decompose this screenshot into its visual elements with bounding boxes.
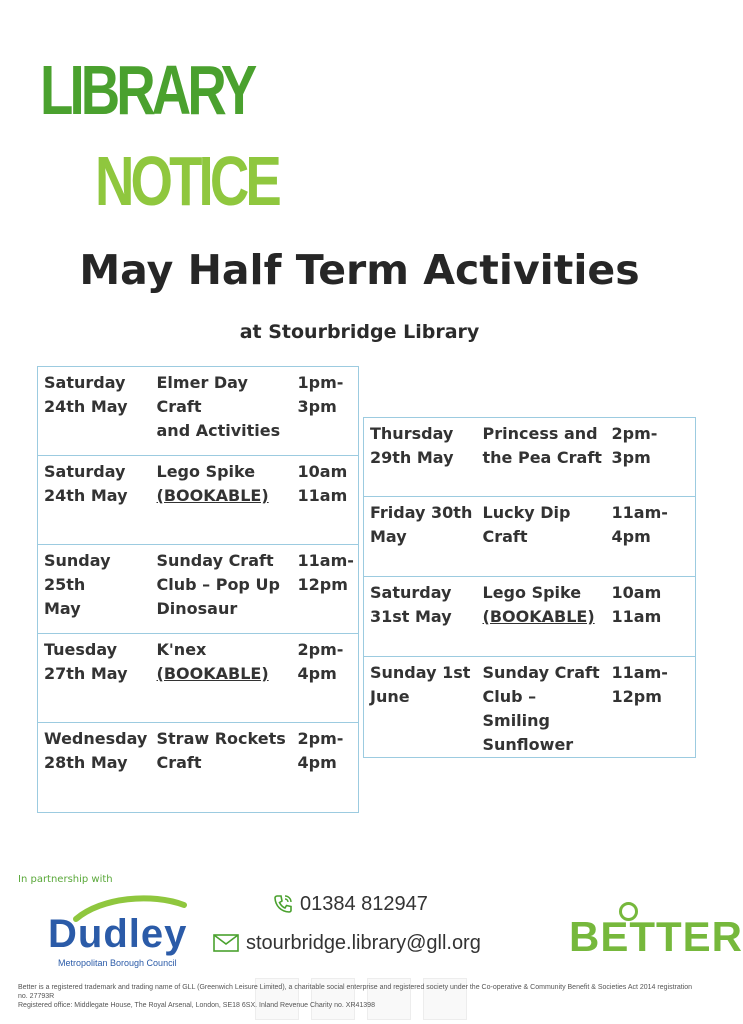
schedule-table-left	[37, 366, 359, 813]
activity-cell	[477, 418, 606, 497]
email-address[interactable]: stourbridge.library@gll.org	[246, 932, 481, 954]
activity-cell	[477, 657, 606, 758]
activity-cell	[151, 634, 292, 723]
bookable-label: (BOOKABLE)	[156, 664, 269, 683]
date-line: Friday 30th	[370, 503, 473, 522]
date-cell	[38, 545, 151, 634]
time-line: 3pm	[611, 448, 651, 467]
activity-cell	[151, 545, 292, 634]
time-line: 2pm-	[297, 640, 344, 659]
activity-line: Straw Rockets	[156, 729, 286, 748]
legal-footer	[18, 983, 703, 1010]
bookable-label: (BOOKABLE)	[156, 486, 269, 505]
time-cell	[606, 418, 696, 497]
table-row	[364, 577, 696, 657]
dudley-logo-subtitle: Metropolitan Borough Council	[58, 958, 177, 968]
time-cell	[292, 634, 359, 723]
date-line: Saturday	[44, 462, 126, 481]
activity-line: and Activities	[156, 421, 281, 440]
phone-number[interactable]: 01384 812947	[300, 893, 428, 915]
activity-line: Sunflower	[482, 735, 574, 754]
activity-line: Lego Spike	[482, 583, 582, 602]
activity-cell	[477, 577, 606, 657]
time-cell	[606, 577, 696, 657]
time-line: 4pm	[611, 527, 651, 546]
time-cell	[606, 497, 696, 577]
table-row	[38, 634, 359, 723]
table-row	[364, 497, 696, 577]
activity-cell	[151, 723, 292, 813]
date-line: May	[370, 527, 407, 546]
partnership-label: In partnership with	[18, 874, 113, 885]
time-cell	[292, 723, 359, 813]
date-line: Wednesday	[44, 729, 148, 748]
date-cell	[364, 497, 477, 577]
date-cell	[38, 634, 151, 723]
date-line: 31st May	[370, 607, 452, 626]
time-line: 12pm	[297, 575, 348, 594]
date-cell	[38, 367, 151, 456]
time-line: 11am-	[297, 551, 354, 570]
time-line: 4pm	[297, 664, 337, 683]
table-row	[38, 456, 359, 545]
legal-line: Better is a registered trademark and trading name of GLL (Greenwich Leisure Limited), a charitable social enterprise and registered society under the Co-operative & Community Benefit & Societies Act 2014 registration no. 27793R	[18, 984, 693, 1000]
time-line: 10am	[611, 583, 662, 602]
notice-line-notice: NOTICE	[95, 142, 278, 220]
time-cell	[292, 456, 359, 545]
activity-line: Elmer Day Craft	[156, 373, 248, 416]
bookable-label: (BOOKABLE)	[482, 607, 595, 626]
time-line: 11am	[611, 607, 662, 626]
activity-line: Dinosaur	[156, 599, 238, 618]
time-line: 11am-	[611, 503, 668, 522]
activity-line: K'nex	[156, 640, 207, 659]
page-subtitle: at Stourbridge Library	[239, 321, 480, 343]
table-row	[364, 418, 696, 497]
activity-line: Craft	[482, 527, 528, 546]
date-line: 29th May	[370, 448, 454, 467]
time-line: 2pm-	[611, 424, 658, 443]
time-cell	[292, 545, 359, 634]
time-line: 3pm	[297, 397, 337, 416]
mail-icon	[213, 934, 239, 952]
time-line: 2pm-	[297, 729, 344, 748]
activity-line: Sunday Craft	[156, 551, 274, 570]
activity-line: Club – Smiling	[482, 687, 550, 730]
dudley-logo: Dudley	[48, 912, 188, 956]
date-line: Saturday	[370, 583, 452, 602]
date-line: 28th May	[44, 753, 128, 772]
date-line: Thursday	[370, 424, 454, 443]
date-line: 24th May	[44, 397, 128, 416]
date-cell	[38, 723, 151, 813]
schedule-table-right	[363, 417, 696, 758]
time-line: 11am-	[611, 663, 668, 682]
date-line: Saturday	[44, 373, 126, 392]
date-cell	[38, 456, 151, 545]
table-row	[38, 367, 359, 456]
activity-line: Princess and	[482, 424, 598, 443]
activity-line: Lucky Dip	[482, 503, 571, 522]
date-line: 27th May	[44, 664, 128, 683]
activity-line: Lego Spike	[156, 462, 256, 481]
activity-line: the Pea Craft	[482, 448, 602, 467]
date-line: June	[370, 687, 410, 706]
activity-cell	[151, 367, 292, 456]
activity-line: Club – Pop Up	[156, 575, 280, 594]
time-cell	[292, 367, 359, 456]
table-row	[38, 545, 359, 634]
page-title: May Half Term Activities	[79, 246, 640, 294]
table-row	[364, 657, 696, 758]
better-logo: BETTER	[569, 913, 743, 960]
time-line: 12pm	[611, 687, 662, 706]
time-line: 10am	[297, 462, 348, 481]
activity-cell	[477, 497, 606, 577]
phone-icon	[272, 893, 294, 915]
legal-line: Registered office: Middlegate House, The Royal Arsenal, London, SE18 6SX. Inland Revenue Charity no. XR41398	[18, 1002, 375, 1009]
activity-line: Sunday Craft	[482, 663, 600, 682]
time-line: 1pm-	[297, 373, 344, 392]
date-line: 24th May	[44, 486, 128, 505]
date-line: Tuesday	[44, 640, 118, 659]
date-cell	[364, 657, 477, 758]
date-cell	[364, 577, 477, 657]
notice-line-library: LIBRARY	[40, 51, 254, 129]
time-line: 4pm	[297, 753, 337, 772]
activity-cell	[151, 456, 292, 545]
date-line: Sunday 1st	[370, 663, 471, 682]
date-line: Sunday 25th	[44, 551, 111, 594]
time-line: 11am	[297, 486, 348, 505]
time-cell	[606, 657, 696, 758]
activity-line: Craft	[156, 753, 202, 772]
date-line: May	[44, 599, 81, 618]
table-row	[38, 723, 359, 813]
date-cell	[364, 418, 477, 497]
